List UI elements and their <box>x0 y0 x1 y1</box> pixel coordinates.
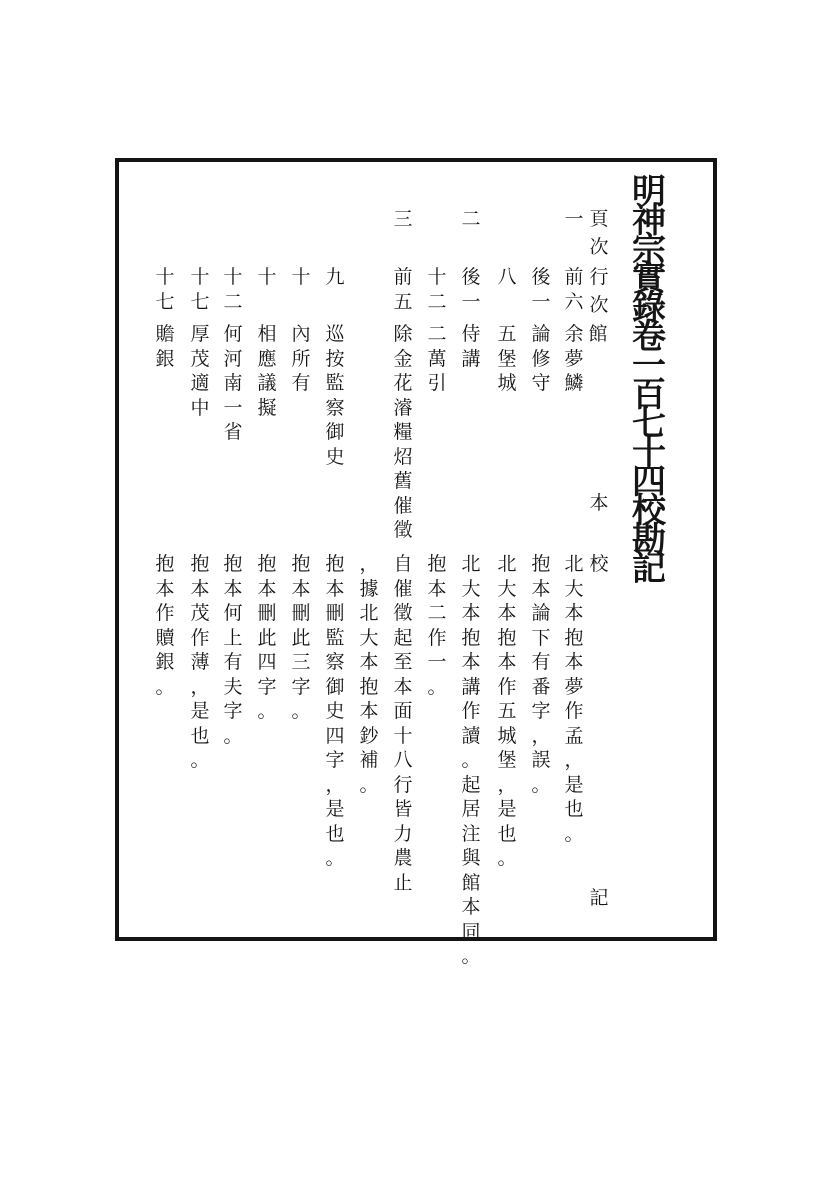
header-collation: 校 <box>589 553 609 575</box>
entry-collation-note: 北 大 本 抱 本 作 五 城 堡 ， 是 也 。 <box>497 553 517 869</box>
entry-line: 前 五 <box>393 266 413 313</box>
entry-version-text: 余 夢 鱗 <box>564 323 584 394</box>
entry-line: 九 <box>325 266 345 288</box>
entry-collation-note: 抱 本 刪 監 察 御 史 四 字 ， 是 也 。 <box>325 553 345 869</box>
header-source: 本 <box>589 492 609 514</box>
entry-version-text: 除 金 花 濬 糧 炤 舊 催 徵 <box>393 323 413 541</box>
entry-collation-note: 抱 本 作 贖 銀 。 <box>155 553 175 698</box>
entry-page: 一 <box>564 208 584 230</box>
entry-version-text: 何 河 南 一 省 <box>223 323 243 443</box>
entry-line: 後 一 <box>461 266 481 313</box>
entry-version-text: 巡 按 監 察 御 史 <box>325 323 345 468</box>
entry-version-text: 侍 講 <box>461 323 481 370</box>
entry-page: 二 <box>461 208 481 230</box>
page-title: 明 神 宗 實 錄 卷 一 百 七 十 四 校 勘 記 <box>632 172 670 589</box>
entry-version-text: 內 所 有 <box>291 323 311 394</box>
entry-line: 後 一 <box>531 266 551 313</box>
entry-version-text: 厚 茂 適 中 <box>190 323 210 419</box>
entry-collation-note: 抱 本 刪 此 三 字 。 <box>291 553 311 722</box>
entry-collation-note: 抱 本 論 下 有 番 字 ， 誤 。 <box>531 553 551 796</box>
entry-line: 十 七 <box>155 266 175 313</box>
header-record: 記 <box>589 887 609 909</box>
entry-collation-note: 自 催 徵 起 至 本 面 十 八 行 皆 力 農 止 <box>393 553 413 894</box>
entry-collation-note: 抱 本 茂 作 薄 ， 是 也 。 <box>190 553 210 771</box>
entry-collation-note: 抱 本 二 作 一 。 <box>427 553 447 698</box>
entry-collation-note: 抱 本 何 上 有 夫 字 。 <box>223 553 243 747</box>
header-version: 館 <box>588 323 610 345</box>
entry-line: 十 <box>291 266 311 288</box>
entry-line: 十 七 <box>190 266 210 313</box>
header-line: 行 次 <box>589 266 609 316</box>
entry-version-text: 贍 銀 <box>155 323 175 370</box>
header-page: 頁 次 <box>589 208 609 258</box>
entry-line: 十 <box>257 266 277 288</box>
entry-version-text: 相 應 議 擬 <box>257 323 277 419</box>
entry-line: 前 六 <box>564 266 584 313</box>
entry-collation-note: 抱 本 刪 此 四 字 。 <box>257 553 277 722</box>
entry-page: 三 <box>393 208 413 230</box>
entry-version-text: 論 修 守 <box>531 323 551 394</box>
entry-line: 十 二 <box>427 266 447 313</box>
entry-version-text: 二 萬 引 <box>427 323 447 394</box>
entry-collation-note-continued: ， 據 北 大 本 抱 本 鈔 補 。 <box>359 553 379 796</box>
entry-version-text: 五 堡 城 <box>497 323 517 394</box>
entry-collation-note: 北 大 本 抱 本 夢 作 孟 ， 是 也 。 <box>564 553 584 845</box>
entry-line: 十 二 <box>223 266 243 313</box>
entry-line: 八 <box>497 266 517 288</box>
entry-collation-note: 北 大 本 抱 本 講 作 讀 。 起 居 注 與 館 本 同 。 <box>461 553 481 967</box>
